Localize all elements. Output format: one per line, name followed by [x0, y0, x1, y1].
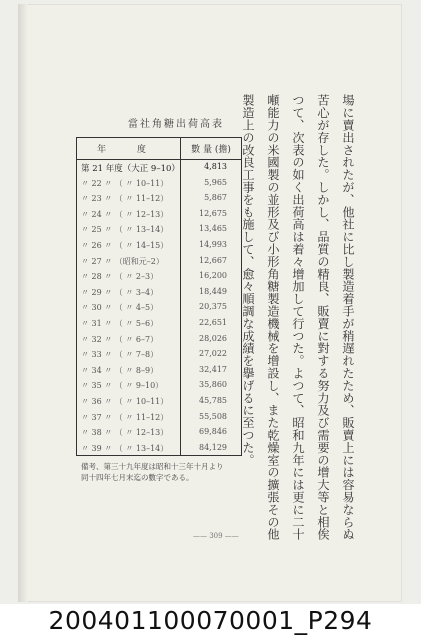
table-cell-amount: 84,129: [199, 442, 227, 452]
body-text-column: 噸能力の米國製の並形及び小形角糖製造機械を增設し、また乾燥室の擴張その他: [266, 94, 280, 541]
table-row: [77, 222, 241, 238]
table-cell-amount: 13,465: [199, 224, 227, 234]
table-cell-amount: 18,449: [199, 286, 227, 296]
table-row: [77, 207, 241, 223]
table-row: [77, 378, 241, 394]
table-cell-amount: 32,417: [199, 364, 227, 374]
table-row: [77, 300, 241, 316]
table-row: [77, 363, 241, 379]
table-body: [77, 160, 241, 456]
table-header-amount: 數 量 (擔): [191, 145, 231, 155]
table-title: 當社角糖出荷高表: [128, 119, 224, 130]
book-page: [18, 4, 402, 602]
table-cell-year: 〃 39 〃 （ 〃 13–14）: [81, 443, 169, 453]
table-cell-year: 〃 31 〃 （ 〃 5–6）: [81, 318, 159, 328]
table-cell-year: 〃 27 〃 （昭和元–2）: [81, 256, 164, 266]
table-row: [77, 316, 241, 332]
table-row: [77, 176, 241, 192]
table-cell-year: 〃 26 〃 （ 〃 14–15）: [81, 240, 169, 250]
table-row: [77, 191, 241, 207]
table-row: [77, 410, 241, 426]
body-text-column: 製造上の改良工事をも施して、愈々順調な成績を擧げるに至つた。: [241, 94, 255, 466]
table-row: [77, 238, 241, 254]
image-id-label: 200401100070001_P294: [48, 606, 373, 635]
table-cell-year: 〃 29 〃 （ 〃 3–4）: [81, 287, 159, 297]
table-cell-year: 〃 38 〃 （ 〃 12–13）: [81, 428, 169, 438]
body-text-column: つて、次表の如く出荷高は着々增加して行つた。よつて、昭和九年には更に二十: [291, 94, 305, 541]
table-cell-year: 〃 33 〃 （ 〃 7–8）: [81, 350, 159, 360]
table-cell-year: 〃 24 〃 （ 〃 12–13）: [81, 209, 169, 219]
table-cell-amount: 69,846: [199, 427, 227, 437]
table-cell-year: 〃 32 〃 （ 〃 6–7）: [81, 334, 159, 344]
table-cell-amount: 22,651: [199, 317, 227, 327]
table-cell-amount: 5,867: [204, 193, 227, 203]
table-cell-year: 〃 34 〃 （ 〃 8–9）: [81, 365, 159, 375]
table-row: [77, 269, 241, 285]
table-header-year: 年 度: [97, 145, 160, 155]
table-row: [77, 254, 241, 270]
table-row: [77, 285, 241, 301]
table-note-line: 同十四年七月末迄の數字である。: [81, 473, 194, 482]
table-cell-year: 〃 35 〃 （ 〃 9–10）: [81, 381, 164, 391]
table-cell-year: 〃 36 〃 （ 〃 10–11）: [81, 396, 169, 406]
table-row: [77, 160, 241, 176]
page-number: —— 309 ——: [193, 532, 239, 540]
table-row: [77, 394, 241, 410]
table-cell-amount: 12,675: [199, 208, 227, 218]
table-row: [77, 441, 241, 457]
table-cell-amount: 14,993: [199, 239, 227, 249]
table-cell-amount: 28,026: [199, 333, 227, 343]
table-note-line: 備考、第三十九年度は昭和十三年十月より: [81, 462, 224, 471]
table-cell-amount: 35,860: [199, 380, 227, 390]
body-text-column: 場に賣出されたが、他社に比し製造着手が稍遅れたため、販賣上には容易ならぬ: [341, 94, 355, 541]
table-header-row: [77, 138, 241, 160]
table-cell-year: 〃 23 〃 （ 〃 11–12）: [81, 194, 169, 204]
body-text: [235, 94, 360, 541]
table-cell-amount: 55,508: [199, 411, 227, 421]
body-text-column: 苦心が存した。しかし、品質の精良、販賣に對する努力及び需要の增大等と相俟: [316, 94, 330, 541]
table-cell-amount: 12,667: [199, 255, 227, 265]
table-cell-year: 〃 37 〃 （ 〃 11–12）: [81, 412, 169, 422]
table-cell-year: 〃 28 〃 （ 〃 2–3）: [81, 272, 159, 282]
table-cell-amount: 27,022: [199, 349, 227, 359]
shipment-table: [76, 137, 242, 456]
table-row: [77, 332, 241, 348]
table-cell-year: 〃 22 〃 （ 〃 10–11）: [81, 178, 169, 188]
table-cell-year: 〃 25 〃 （ 〃 13–14）: [81, 225, 169, 235]
table-cell-amount: 5,965: [204, 177, 227, 187]
table-cell-year: 〃 30 〃 （ 〃 4–5）: [81, 303, 159, 313]
table-cell-amount: 20,375: [199, 302, 227, 312]
table-row: [77, 347, 241, 363]
table-cell-amount: 16,200: [199, 271, 227, 281]
table-cell-amount: 4,813: [204, 162, 227, 171]
table-cell-amount: 45,785: [199, 395, 227, 405]
table-row: [77, 425, 241, 441]
table-cell-year: 第 21 年度（大正 9–10）: [81, 164, 180, 174]
table-note: [81, 461, 224, 483]
page-spine-shadow: [18, 4, 28, 602]
